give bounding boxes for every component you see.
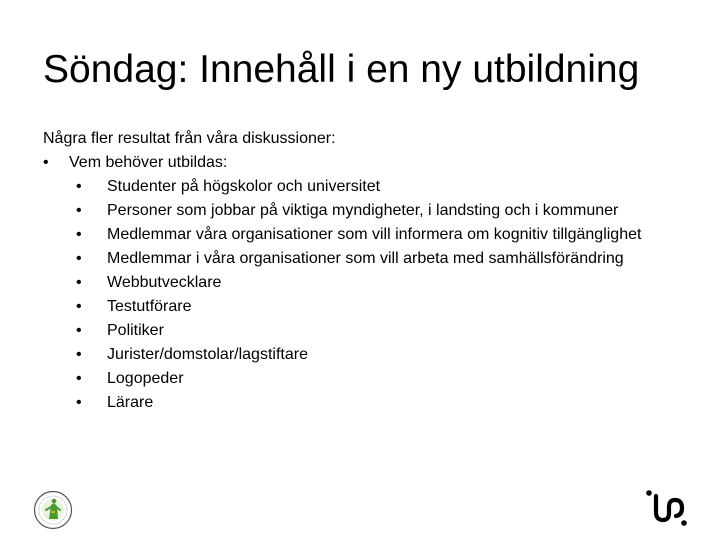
seal-logo-icon bbox=[33, 490, 73, 530]
bullet-level1-text: Vem behöver utbildas: bbox=[69, 154, 228, 171]
list-item bbox=[43, 199, 683, 223]
audience-list bbox=[43, 175, 683, 415]
list-item-text: Jurister/domstolar/lagstiftare bbox=[107, 346, 308, 363]
swirl-logo-icon bbox=[644, 488, 690, 528]
bullet-dot: • bbox=[76, 370, 82, 387]
list-item-text: Medlemmar våra organisationer som vill informera om kognitiv tillgänglighet bbox=[107, 226, 642, 243]
list-item-text: Studenter på högskolor och universitet bbox=[107, 178, 381, 195]
bullet-dot: • bbox=[76, 202, 82, 219]
bullet-dot: • bbox=[76, 250, 82, 267]
slide-title: Söndag: Innehåll i en ny utbildning bbox=[43, 48, 640, 91]
list-item-text: Testutförare bbox=[107, 298, 192, 315]
intro-text: Några fler resultat från våra diskussioner: bbox=[43, 130, 336, 147]
bullet-dot: • bbox=[76, 394, 82, 411]
bullet-dot: • bbox=[76, 226, 82, 243]
organization-seal-logo bbox=[33, 490, 73, 530]
bullet-dot: • bbox=[76, 274, 82, 291]
list-item bbox=[43, 247, 683, 271]
list-item bbox=[43, 271, 683, 295]
bullet-dot: • bbox=[76, 178, 82, 195]
slide-body bbox=[43, 127, 683, 415]
list-item bbox=[43, 319, 683, 343]
list-item bbox=[43, 175, 683, 199]
list-item bbox=[43, 343, 683, 367]
list-item-text: Webbutvecklare bbox=[107, 274, 222, 291]
list-item bbox=[43, 367, 683, 391]
bullet-dot: • bbox=[43, 154, 49, 171]
list-item-text: Medlemmar i våra organisationer som vill arbeta med samhällsförändring bbox=[107, 250, 624, 267]
bullet-dot: • bbox=[76, 298, 82, 315]
bullet-dot: • bbox=[76, 322, 82, 339]
list-item-text: Politiker bbox=[107, 322, 164, 339]
list-item bbox=[43, 223, 683, 247]
list-item bbox=[43, 295, 683, 319]
bullet-level1 bbox=[43, 151, 683, 175]
list-item-text: Lärare bbox=[107, 394, 154, 411]
bullet-dot: • bbox=[76, 346, 82, 363]
list-item bbox=[43, 391, 683, 415]
list-item-text: Personer som jobbar på viktiga myndigheter, i landsting och i kommuner bbox=[107, 202, 619, 219]
swirl-brand-logo bbox=[644, 488, 690, 528]
list-item-text: Logopeder bbox=[107, 370, 184, 387]
